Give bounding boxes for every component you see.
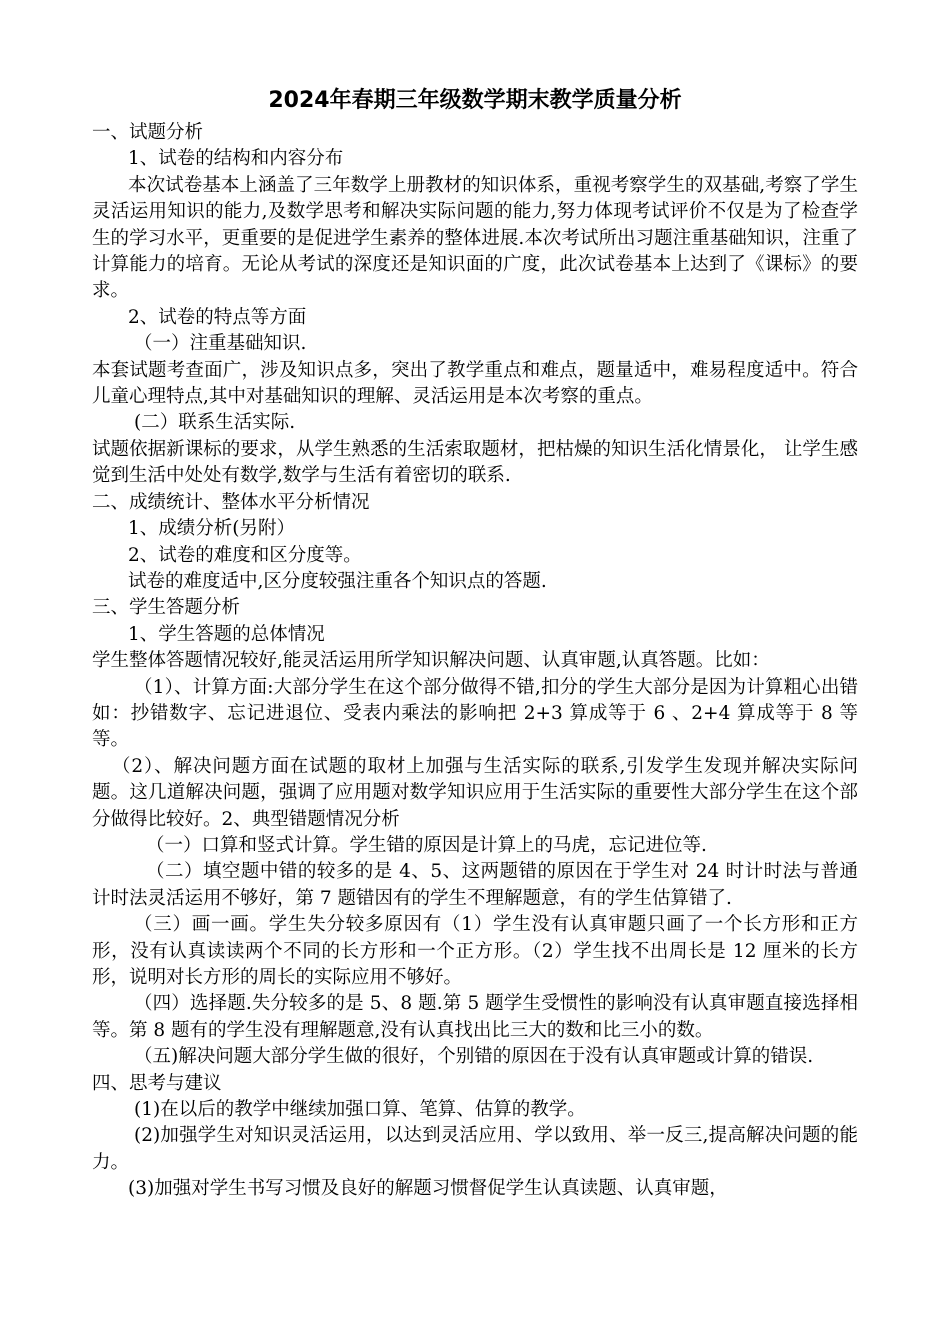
section-heading-2: 二、成绩统计、整体水平分析情况 [92,491,370,513]
paragraph: 试题依据新课标的要求，从学生熟悉的生活索取题材，把枯燥的知识生活化情景化， 让学生感觉到生活中处处有数学,数学与生活有着密切的联系. [92,438,858,487]
paragraph: （二）填空题中错的较多的是 4、5、这两题错的原因在于学生对 24 时计时法与普通计时法灵活运用不够好，第 7 题错因有的学生不理解题意，有的学生估算错了. [92,861,858,909]
document-body [92,120,858,1203]
paragraph: （三）画一画。学生失分较多原因有（1）学生没有认真审题只画了一个长方形和正方形，没有认真读读两个不同的长方形和一个正方形。（2）学生找不出周长是 12 厘米的长方形，说明对长方形的周长的实际应用不够好。 [92,914,858,988]
subheading-item: （一）注重基础知识. [134,333,307,355]
subheading-1-2: 2、试卷的特点等方面 [128,306,307,328]
section-heading-3: 三、学生答题分析 [92,597,241,619]
list-item: (1)在以后的教学中继续加强口算、笔算、估算的教学。 [134,1099,586,1121]
section-heading-4: 四、思考与建议 [92,1072,222,1094]
subheading-2-2: 2、试卷的难度和区分度等。 [128,544,362,566]
section-heading-1: 一、试题分析 [92,122,204,143]
subheading-2-1: 1、成绩分析(另附） [128,518,295,540]
list-item: (3)加强对学生书写习惯及良好的解题习惯督促学生认真读题、认真审题， [128,1178,728,1200]
paragraph: （一）口算和竖式计算。学生错的原因是计算上的马虎，忘记进位等. [146,834,707,856]
page-title: 2024年春期三年级数学期末教学质量分析 [268,88,682,113]
paragraph: （四）选择题.失分较多的是 5、8 题.第 5 题学生受惯性的影响没有认真审题直接选择相等。第 8 题有的学生没有理解题意,没有认真找出比三大的数和比三小的数。 [92,993,858,1041]
paragraph: 本次试卷基本上涵盖了三年数学上册教材的知识体系，重视考察学生的双基础,考察了学生灵活运用知识的能力,及数学思考和解决实际问题的能力,努力体现考试评价不仅是为了检查学生的学习水平，更重要的是促进学生素养的整体进展.本次考试所出习题注重基础知识，注重了计算能力的培育。无论从考试的深度还是知识面的广度，此次试卷基本上达到了《课标》的要求。 [92,174,858,302]
paragraph: 本套试题考查面广，涉及知识点多，突出了教学重点和难点，题量适中，难易程度适中。符合儿童心理特点,其中对基础知识的理解、灵活运用是本次考察的重点。 [92,359,858,408]
subheading-item: (二）联系生活实际. [134,412,296,434]
subheading-1-1: 1、试卷的结构和内容分布 [128,148,344,170]
list-item: (2)加强学生对知识灵活运用，以达到灵活应用、学以致用、举一反三,提高解决问题的能力。 [92,1125,858,1173]
paragraph: 试卷的难度适中,区分度较强注重各个知识点的答题. [128,570,547,592]
paragraph: 学生整体答题情况较好,能灵活运用所学知识解决问题、认真审题,认真答题。比如： [92,650,770,672]
paragraph: （2）、解决问题方面在试题的取材上加强与生活实际的联系,引发学生发现并解决实际问题。这几道解决问题，强调了应用题对数学知识应用于生活实际的重要性大部分学生在这个部分做得比较好。2、典型错题情况分析 [92,755,858,830]
subheading-3-1: 1、学生答题的总体情况 [128,623,325,645]
paragraph: （1）、计算方面:大部分学生在这个部分做得不错,扣分的学生大部分是因为计算粗心出错如：抄错数字、忘记进退位、受表内乘法的影响把 2+3 算成等于 6 、2+4 算成等于 8 等等。 [92,676,858,751]
paragraph: （五)解决问题大部分学生做的很好，个别错的原因在于没有认真审题或计算的错误. [134,1046,814,1068]
